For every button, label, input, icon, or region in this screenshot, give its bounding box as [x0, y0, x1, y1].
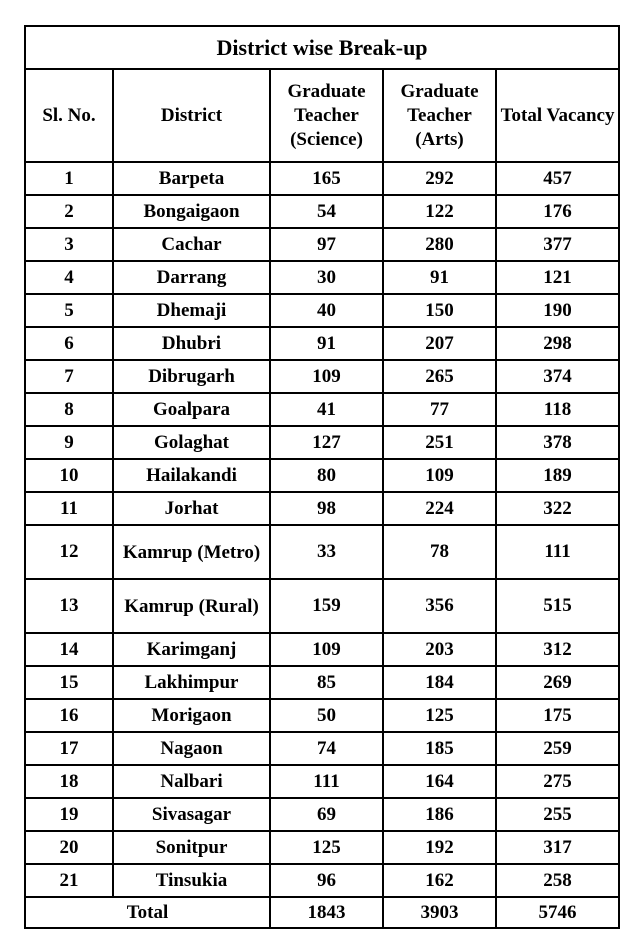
- science-cell: 98: [270, 492, 383, 525]
- sl-no-cell: 16: [25, 699, 113, 732]
- science-cell: 54: [270, 195, 383, 228]
- arts-cell: 77: [383, 393, 496, 426]
- sl-no-cell: 10: [25, 459, 113, 492]
- table-row: [25, 261, 619, 294]
- science-cell: 165: [270, 162, 383, 195]
- district-cell: Nalbari: [113, 765, 270, 798]
- district-cell: Tinsukia: [113, 864, 270, 897]
- sl-no-cell: 13: [25, 579, 113, 633]
- arts-cell: 356: [383, 579, 496, 633]
- sl-no-cell: 18: [25, 765, 113, 798]
- arts-cell: 109: [383, 459, 496, 492]
- total-cell: 255: [496, 798, 619, 831]
- total-label: Total: [25, 897, 270, 928]
- district-cell: Cachar: [113, 228, 270, 261]
- arts-cell: 164: [383, 765, 496, 798]
- sl-no-cell: 8: [25, 393, 113, 426]
- arts-cell: 184: [383, 666, 496, 699]
- district-cell: Dibrugarh: [113, 360, 270, 393]
- total-cell: 175: [496, 699, 619, 732]
- table-row: [25, 492, 619, 525]
- district-cell: Darrang: [113, 261, 270, 294]
- sl-no-cell: 21: [25, 864, 113, 897]
- total-vacancy: 5746: [496, 897, 619, 928]
- total-cell: 275: [496, 765, 619, 798]
- total-cell: 298: [496, 327, 619, 360]
- science-cell: 85: [270, 666, 383, 699]
- sl-no-cell: 3: [25, 228, 113, 261]
- table-row: [25, 831, 619, 864]
- district-cell: Bongaigaon: [113, 195, 270, 228]
- total-cell: 322: [496, 492, 619, 525]
- sl-no-cell: 19: [25, 798, 113, 831]
- sl-no-cell: 20: [25, 831, 113, 864]
- district-cell: Kamrup (Metro): [113, 525, 270, 579]
- science-cell: 97: [270, 228, 383, 261]
- header-arts: Graduate Teacher (Arts): [383, 69, 496, 162]
- table-row: [25, 459, 619, 492]
- science-cell: 109: [270, 360, 383, 393]
- district-cell: Barpeta: [113, 162, 270, 195]
- arts-cell: 78: [383, 525, 496, 579]
- total-row: [25, 897, 619, 928]
- arts-cell: 150: [383, 294, 496, 327]
- science-cell: 111: [270, 765, 383, 798]
- district-cell: Golaghat: [113, 426, 270, 459]
- arts-cell: 224: [383, 492, 496, 525]
- district-breakup-table: [24, 25, 620, 929]
- total-cell: 515: [496, 579, 619, 633]
- table-row: [25, 765, 619, 798]
- science-cell: 33: [270, 525, 383, 579]
- sl-no-cell: 11: [25, 492, 113, 525]
- header-science: Graduate Teacher (Science): [270, 69, 383, 162]
- table-title: District wise Break-up: [25, 26, 619, 69]
- total-cell: 189: [496, 459, 619, 492]
- district-cell: Dhubri: [113, 327, 270, 360]
- arts-cell: 162: [383, 864, 496, 897]
- table-row: [25, 162, 619, 195]
- district-cell: Sivasagar: [113, 798, 270, 831]
- table-row: [25, 633, 619, 666]
- total-cell: 317: [496, 831, 619, 864]
- total-cell: 374: [496, 360, 619, 393]
- total-cell: 457: [496, 162, 619, 195]
- sl-no-cell: 2: [25, 195, 113, 228]
- arts-cell: 91: [383, 261, 496, 294]
- total-cell: 111: [496, 525, 619, 579]
- table-body: [25, 162, 619, 897]
- sl-no-cell: 7: [25, 360, 113, 393]
- total-cell: 258: [496, 864, 619, 897]
- table-row: [25, 393, 619, 426]
- science-cell: 40: [270, 294, 383, 327]
- district-cell: Goalpara: [113, 393, 270, 426]
- header-sl-no: Sl. No.: [25, 69, 113, 162]
- arts-cell: 203: [383, 633, 496, 666]
- sl-no-cell: 6: [25, 327, 113, 360]
- table-row: [25, 195, 619, 228]
- table-row: [25, 426, 619, 459]
- arts-cell: 125: [383, 699, 496, 732]
- table-row: [25, 327, 619, 360]
- science-cell: 50: [270, 699, 383, 732]
- district-cell: Morigaon: [113, 699, 270, 732]
- arts-cell: 207: [383, 327, 496, 360]
- table-row: [25, 525, 619, 579]
- district-cell: Kamrup (Rural): [113, 579, 270, 633]
- sl-no-cell: 9: [25, 426, 113, 459]
- district-cell: Hailakandi: [113, 459, 270, 492]
- header-district: District: [113, 69, 270, 162]
- science-cell: 109: [270, 633, 383, 666]
- table-row: [25, 798, 619, 831]
- arts-cell: 265: [383, 360, 496, 393]
- arts-cell: 280: [383, 228, 496, 261]
- table-row: [25, 228, 619, 261]
- district-cell: Sonitpur: [113, 831, 270, 864]
- total-cell: 378: [496, 426, 619, 459]
- arts-cell: 292: [383, 162, 496, 195]
- arts-cell: 186: [383, 798, 496, 831]
- table-row: [25, 294, 619, 327]
- total-cell: 269: [496, 666, 619, 699]
- total-cell: 118: [496, 393, 619, 426]
- table-row: [25, 360, 619, 393]
- science-cell: 127: [270, 426, 383, 459]
- science-cell: 159: [270, 579, 383, 633]
- sl-no-cell: 14: [25, 633, 113, 666]
- science-cell: 125: [270, 831, 383, 864]
- total-cell: 312: [496, 633, 619, 666]
- district-cell: Dhemaji: [113, 294, 270, 327]
- science-cell: 30: [270, 261, 383, 294]
- science-cell: 91: [270, 327, 383, 360]
- arts-cell: 185: [383, 732, 496, 765]
- science-cell: 96: [270, 864, 383, 897]
- total-science: 1843: [270, 897, 383, 928]
- sl-no-cell: 5: [25, 294, 113, 327]
- total-cell: 176: [496, 195, 619, 228]
- table-row: [25, 579, 619, 633]
- district-cell: Jorhat: [113, 492, 270, 525]
- total-cell: 377: [496, 228, 619, 261]
- arts-cell: 192: [383, 831, 496, 864]
- total-cell: 259: [496, 732, 619, 765]
- science-cell: 69: [270, 798, 383, 831]
- table-row: [25, 732, 619, 765]
- district-cell: Lakhimpur: [113, 666, 270, 699]
- sl-no-cell: 15: [25, 666, 113, 699]
- sl-no-cell: 17: [25, 732, 113, 765]
- district-cell: Karimganj: [113, 633, 270, 666]
- table-row: [25, 699, 619, 732]
- sl-no-cell: 12: [25, 525, 113, 579]
- total-cell: 190: [496, 294, 619, 327]
- total-arts: 3903: [383, 897, 496, 928]
- district-cell: Nagaon: [113, 732, 270, 765]
- arts-cell: 251: [383, 426, 496, 459]
- table-row: [25, 864, 619, 897]
- total-cell: 121: [496, 261, 619, 294]
- sl-no-cell: 1: [25, 162, 113, 195]
- science-cell: 41: [270, 393, 383, 426]
- sl-no-cell: 4: [25, 261, 113, 294]
- table-row: [25, 666, 619, 699]
- science-cell: 80: [270, 459, 383, 492]
- science-cell: 74: [270, 732, 383, 765]
- header-total-vacancy: Total Vacancy: [496, 69, 619, 162]
- arts-cell: 122: [383, 195, 496, 228]
